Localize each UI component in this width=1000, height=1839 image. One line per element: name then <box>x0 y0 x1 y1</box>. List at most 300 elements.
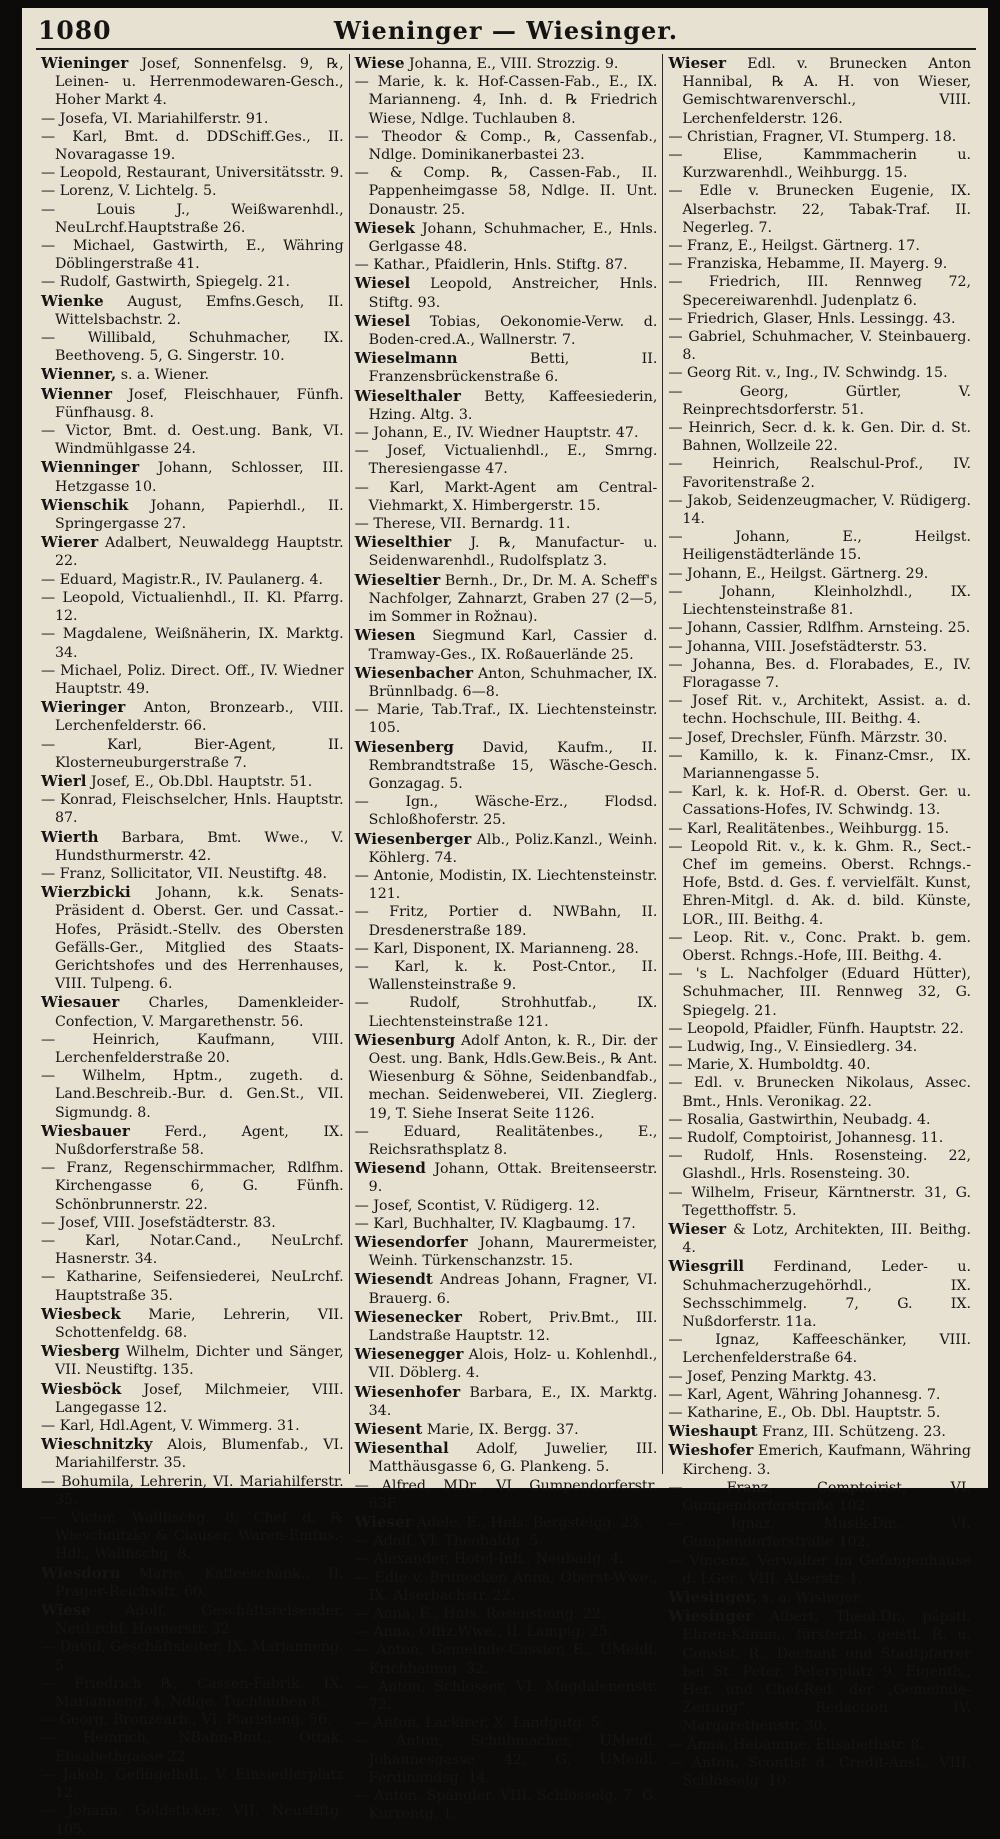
entry-text: Bernh., Dr., Dr. M. A. Scheff's Nachfolger, Zahnarzt, Graben 27 (2—5, im Sommer in Rožnau). <box>368 572 658 626</box>
entry-text: — Johann, E., Heilgst. Gärtnerg. 29. <box>668 565 929 582</box>
running-title: Wieninger — Wiesinger. <box>333 16 679 45</box>
directory-entry <box>355 1270 658 1307</box>
entry-text: Edl. v. Brunecken Anton Hannibal, ℞ A. H. von Wieser, Gemischtwarenverschl., VIII. Lerchenfelderstr. 126. <box>682 56 972 127</box>
directory-entry <box>41 237 344 273</box>
entry-surname: Wieninger <box>41 54 129 72</box>
directory-entry <box>668 1111 971 1129</box>
directory-entry <box>41 273 344 291</box>
entry-text: — Alexander, Hotel-Inh., Neubadg. 4. <box>354 1551 624 1568</box>
entry-surname: Wierzbicki <box>41 883 131 902</box>
directory-entry <box>41 128 344 164</box>
directory-entry <box>41 1232 344 1268</box>
directory-entry <box>668 273 971 309</box>
entry-text: Adalbert, Neuwaldegg Hauptstr. 22. <box>55 535 344 570</box>
entry-text: — Karl, Hdl.Agent, V. Wimmerg. 31. <box>41 1418 300 1435</box>
directory-entry <box>41 589 344 625</box>
directory-entry <box>41 736 344 772</box>
directory-entry <box>355 903 658 939</box>
entry-text: — Heinrich, Kaufmann, VIII. Lerchenfelderstraße 20. <box>41 1031 344 1066</box>
entry-surname: Wiesenhofer <box>354 1382 461 1401</box>
directory-entry <box>668 237 971 255</box>
directory-entry <box>41 533 344 570</box>
entry-surname: Wiesend <box>354 1159 426 1178</box>
entry-text: — Michael, Poliz. Direct. Off., IV. Wiedner Hauptstr. 49. <box>41 662 344 697</box>
entry-surname: Wieser <box>668 54 727 72</box>
directory-entry <box>355 867 658 903</box>
entry-surname: Wiesenegger <box>354 1345 464 1364</box>
entry-text: — Josef, Victualienhdl., E., Smrng. Theresiengasse 47. <box>354 443 658 478</box>
entry-surname: Wiesenburg <box>354 1030 456 1049</box>
directory-entry <box>668 419 971 455</box>
directory-entry <box>355 1215 658 1233</box>
entry-surname: Wieseltier <box>354 570 441 589</box>
directory-entry <box>355 1513 658 1532</box>
directory-entry <box>355 1623 658 1641</box>
entry-text: — Marie, Tab.Traf., IX. Liechtensteinstr. 105. <box>354 702 658 737</box>
entry-text: — Leopold, Pfaidler, Fünfh. Hauptstr. 22. <box>668 1020 964 1037</box>
entry-text: — Kathar., Pfaidlerin, Hnls. Stiftg. 87. <box>354 257 628 274</box>
entry-text: — Rudolf, Comptoirist, Johannesg. 11. <box>668 1129 944 1146</box>
entry-surname: Wienner, <box>41 365 117 384</box>
directory-entry <box>668 1129 971 1147</box>
directory-entry <box>668 1147 971 1183</box>
entry-surname: Wiesdorn <box>41 1563 121 1582</box>
directory-entry <box>41 1067 344 1122</box>
entry-text: — Edl. v. Brunecken Nikolaus, Assec. Bmt., Hnls. Veronikag. 22. <box>668 1075 972 1110</box>
entry-text: — Franz, Comptoirist, VI. Gumpendorferstraße 102. <box>668 1479 972 1515</box>
entry-text: — Josefa, VI. Mariahilferstr. 91. <box>41 110 269 127</box>
entry-text: — Josef, Penzing Marktg. 43. <box>668 1368 877 1385</box>
entry-surname: Wiesenberg <box>354 737 454 756</box>
entry-text: Adele, E., Hnls. Bergsteigg. 23. <box>416 1515 644 1532</box>
entry-text: — Karl, Markt-Agent am Central-Viehmarkt, X. Himbergerstr. 15. <box>354 479 658 514</box>
entry-text: — Josef, Scontist, V. Rüdigerg. 12. <box>354 1197 600 1214</box>
directory-entry <box>41 365 344 384</box>
entry-text: — Johann, Kleinholzhdl., IX. Liechtensteinstraße 81. <box>668 583 972 619</box>
directory-entry <box>355 128 658 164</box>
column-2 <box>349 54 663 1823</box>
entry-text: Siegmund Karl, Cassier d. Tramway-Ges., IX. Roßauerlände 25. <box>368 628 658 663</box>
directory-entry <box>668 1056 971 1074</box>
directory-entry <box>41 993 344 1030</box>
entry-text: — Konrad, Fleischselcher, Hnls. Hauptstr. 87. <box>41 792 344 827</box>
entry-surname: Wiesel <box>354 274 411 293</box>
entry-surname: Wiesbauer <box>41 1121 130 1140</box>
directory-entry <box>668 1038 971 1056</box>
entry-text: — Rudolf, Strohhutfab., IX. Liechtensteinstraße 121. <box>354 995 658 1030</box>
entry-text: — Jakob, Seidenzeugmacher, V. Rüdigerg. 14. <box>668 492 972 528</box>
directory-entry <box>41 1342 344 1379</box>
entry-surname: Wiesendt <box>354 1270 433 1289</box>
entry-text: Ferd., Agent, IX. Nußdorferstraße 58. <box>55 1123 344 1158</box>
entry-text: — Marie, X. Humboldtg. 40. <box>668 1057 871 1074</box>
directory-entry <box>668 1479 971 1515</box>
entry-text: Adolf, Geschäftsreisender, NeuLrchf. Hasnerstr. 32. <box>55 1603 344 1638</box>
directory-entry <box>355 701 658 737</box>
entry-text: — & Comp. ℞, Cassen-Fab., II. Pappenheimgasse 58, Ndlge. II. Unt. Donaustr. 25. <box>354 165 658 218</box>
entry-text: Barbara, E., IX. Marktg. 34. <box>368 1384 658 1419</box>
directory-entry <box>41 865 344 883</box>
entry-text: Josef, E., Ob.Dbl. Hauptstr. 51. <box>90 773 313 790</box>
directory-entry <box>668 128 971 146</box>
directory-entry <box>355 830 658 867</box>
directory-entry <box>41 1711 344 1729</box>
directory-entry <box>668 729 971 747</box>
directory-entry <box>668 1754 971 1790</box>
entry-text: — Josef, Drechsler, Fünfh. Märzstr. 30. <box>668 729 948 746</box>
directory-entry <box>41 662 344 698</box>
directory-entry <box>41 1268 344 1304</box>
entry-text: — Franz, Regenschirmmacher, Rdlfhm. Kirchengasse 6, G. Fünfh. Schönbrunnerstr. 22. <box>41 1160 344 1213</box>
directory-entry <box>668 182 971 237</box>
entry-surname: Wiese <box>41 1601 91 1620</box>
entry-text: — Heinrich, NBahn-Bmt., Ottak. Elisabethgasse 22. <box>41 1730 344 1765</box>
entry-text: & Lotz, Architekten, III. Beithg. 4. <box>682 1222 972 1257</box>
entry-surname: Wiesenthal <box>354 1439 449 1458</box>
entry-text: — Lorenz, V. Lichtelg. 5. <box>41 183 217 200</box>
directory-entry <box>41 1473 344 1509</box>
entry-text: — Michael, Gastwirth, E., Währing Döblingerstraße 41. <box>41 238 344 273</box>
directory-entry <box>41 385 344 422</box>
directory-entry <box>41 329 344 365</box>
directory-entry <box>355 1308 658 1345</box>
entry-text: — Katharine, E., Ob. Dbl. Hauptstr. 5. <box>668 1405 941 1422</box>
directory-entry <box>668 583 971 619</box>
entry-text: — Franz, Sollicitator, VII. Neustiftg. 48. <box>41 865 327 882</box>
entry-text: — Willibald, Schuhmacher, IX. Beethoveng. 5, G. Singerstr. 10. <box>41 330 344 365</box>
entry-surname: Wiesinger <box>668 1607 754 1626</box>
entry-text: — Heinrich, Realschul-Prof., IV. Favoritenstraße 2. <box>668 456 972 491</box>
directory-entry <box>41 54 344 110</box>
entry-text: Leopold, Anstreicher, Hnls. Stiftg. 93. <box>368 276 658 311</box>
directory-entry <box>41 1509 344 1564</box>
directory-entry <box>668 1257 971 1331</box>
entry-surname: Wiesenecker <box>354 1307 462 1326</box>
directory-entry <box>355 626 658 663</box>
entry-text: Robert, Priv.Bmt., III. Landstraße Hauptstr. 12. <box>368 1309 658 1345</box>
directory-entry <box>41 292 344 329</box>
column-1 <box>36 54 349 1838</box>
entry-text: Johann, k.k. Senats-Präsident d. Oberst. Ger. und Cassat.-Hofes, Präsidt.-Stellv. des Obersten Gefälls-Ger., Mitglied des Staats-Gerichtshofes und des Herrenhauses, VIII. Tulpeng. 6. <box>55 885 344 993</box>
directory-entry <box>668 929 971 965</box>
entry-text: — Edle v. Brunecken Anna, Oberst-Wwe., IX. Alserbachstr. 22. <box>354 1569 658 1604</box>
directory-entry <box>41 458 344 495</box>
directory-entry <box>668 1736 971 1754</box>
entry-text: — David, Geschäftsleiter, IX. Marianneng. 5. <box>41 1639 344 1674</box>
entry-surname: Wieser <box>668 1220 727 1238</box>
directory-entry <box>355 1031 658 1123</box>
entry-text: — Georg Rit. v., Ing., IV. Schwindg. 15. <box>668 365 948 382</box>
entry-text: — Theodor & Comp., ℞, Cassenfab., Ndlge. Dominikanerbastei 23. <box>354 128 658 164</box>
entry-surname: Wiesberg <box>41 1342 120 1361</box>
entry-text: — Vincenz, Verwalter im Gefangenhause d. LGer., VIII. Alserstr. 1. <box>668 1552 972 1587</box>
entry-text: Josef, Fleischhauer, Fünfh. Fünfhausg. 8. <box>55 386 344 421</box>
entry-text: — Adolf, VI. Theobaldg. 5. <box>354 1533 543 1550</box>
entry-text: Josef, Sonnenfelsg. 9, ℞, Leinen- u. Herrenmodewaren-Gesch., Hoher Markt 4. <box>55 56 344 109</box>
directory-entry <box>41 164 344 182</box>
directory-entry <box>355 387 658 424</box>
directory-entry <box>355 479 658 515</box>
entry-text: Marie, IX. Bergg. 37. <box>426 1422 579 1439</box>
directory-entry <box>355 1569 658 1605</box>
entry-text: — Leopold, Victualienhdl., II. Kl. Pfarrg. 12. <box>41 589 344 625</box>
entry-text: — Rudolf, Gastwirth, Spiegelg. 21. <box>41 274 290 291</box>
directory-entry <box>355 1787 658 1823</box>
entry-text: Franz, III. Schützeng. 23. <box>762 1424 946 1441</box>
directory-entry <box>668 783 971 819</box>
directory-entry <box>355 442 658 478</box>
directory-columns <box>36 54 976 1838</box>
entry-text: Adolf Anton, k. R., Dir. der Oest. ung. Bank, Hdls.Gew.Beis., ℞ Ant. Wiesenburg & Söhne, Seidenbandfab., mechan. Seidenweberei, VII. Zieglerg. 19, T. Siehe Inserat Seite 1126. <box>368 1032 658 1122</box>
entry-surname: Wiesbeck <box>41 1304 121 1323</box>
directory-entry <box>668 1074 971 1110</box>
directory-entry <box>668 1515 971 1551</box>
directory-entry <box>41 422 344 458</box>
directory-entry <box>668 1422 971 1441</box>
entry-text: — Ign., Wäsche-Erz., Flodsd. Schloßhoferstr. 25. <box>354 794 658 829</box>
directory-entry <box>355 1605 658 1623</box>
entry-text: Ferdinand, Leder- u. Schuhmacherzugehörhdl., IX. Sechsschimmelg. 7, G. IX. Nußdorferstr. 11a. <box>682 1259 972 1331</box>
directory-entry <box>355 1383 658 1420</box>
entry-surname: Wienner <box>41 384 113 403</box>
directory-entry <box>668 1404 971 1422</box>
entry-text: Betti, II. Franzensbrückenstraße 6. <box>368 351 658 386</box>
entry-text: Anton, Schuhmacher, IX. Brünnlbadg. 6—8. <box>368 665 658 700</box>
entry-text: — Johann, Goldsticker, VII. Neustiftg. 105. <box>41 1803 344 1838</box>
entry-text: — Karl, Bier-Agent, II. Klosterneuburgerstraße 7. <box>41 736 344 771</box>
directory-entry <box>355 1477 658 1513</box>
entry-text: — Friedrich, Glaser, Hnls. Lessingg. 43. <box>668 310 956 327</box>
directory-entry <box>668 692 971 728</box>
entry-text: — Magdalene, Weißnäherin, IX. Marktg. 34. <box>41 626 344 661</box>
directory-entry <box>355 73 658 128</box>
entry-text: Marie, Lehrerin, VII. Schottenfeldg. 68. <box>55 1306 344 1342</box>
directory-entry <box>668 383 971 419</box>
entry-text: — Eduard, Realitätenbes., E., Reichsrathsplatz 8. <box>354 1123 658 1158</box>
entry-text: — Wilhelm, Friseur, Kärntnerstr. 31, G. Tegetthoffstr. 5. <box>668 1184 972 1219</box>
directory-entry <box>355 940 658 958</box>
directory-entry <box>668 310 971 328</box>
entry-text: — Karl, k. k. Post-Cntor., II. Wallensteinstraße 9. <box>354 958 658 994</box>
directory-entry <box>355 1641 658 1677</box>
entry-text: Marie, Kaffeeschänk., II. Prager-Reichsstr. 60. <box>55 1565 344 1600</box>
directory-entry <box>41 1766 344 1802</box>
entry-text: — 's L. Nachfolger (Eduard Hütter), Schuhmacher, III. Rennweg 32, G. Spiegelg. 21. <box>668 966 972 1019</box>
entry-surname: Wiesinger, <box>668 1588 758 1607</box>
entry-text: — Anton, Scontist d. Credit-Anst., VIII. Schlösselg. 10. <box>668 1754 972 1790</box>
entry-text: Emerich, Kaufmann, Währing Kircheng. 3. <box>682 1443 972 1478</box>
entry-text: — Bohumila, Lehrerin, VI. Mariahilferstr. 35. <box>41 1473 344 1508</box>
entry-text: — Anton, Schlosser, VI. Magdalenenstr. 72. <box>354 1678 658 1714</box>
entry-text: — Josef Rit. v., Architekt, Assist. a. d. techn. Hochschule, III. Beithg. 4. <box>668 693 972 728</box>
entry-text: — Johanna, VIII. Josefstädterstr. 53. <box>668 638 928 655</box>
directory-entry <box>355 958 658 994</box>
entry-text: — Karl, Notar.Cand., NeuLrchf. Hasnerstr. 34. <box>41 1233 344 1268</box>
entry-text: Johann, Ottak. Breitenseerstr. 9. <box>368 1161 658 1196</box>
entry-text: Betty, Kaffeesiederin, Hzing. Altg. 3. <box>368 388 658 423</box>
directory-entry <box>41 1417 344 1435</box>
page-header <box>36 14 976 50</box>
directory-entry <box>355 571 658 627</box>
entry-text: — Karl, Realitätenbes., Weihburgg. 15. <box>668 820 949 837</box>
entry-text: — Anna, Hebamme, Elisabethstr. 8. <box>668 1736 924 1753</box>
entry-text: Charles, Damenkleider-Confection, V. Margarethenstr. 56. <box>55 995 344 1030</box>
entry-text: — Ignaz, Musik-Dir., VI. Gumpendorferstraße 102. <box>668 1516 972 1551</box>
directory-entry <box>668 1368 971 1386</box>
directory-entry <box>41 1031 344 1067</box>
directory-entry <box>41 791 344 827</box>
entry-text: — Eduard, Magistr.R., IV. Paulanerg. 4. <box>41 571 323 588</box>
directory-entry <box>41 698 344 735</box>
entry-text: — Kamillo, k. k. Finanz-Cmsr., IX. Mariannengasse 5. <box>668 747 972 782</box>
entry-text: Wilhelm, Dichter und Sänger, VII. Neustiftg. 135. <box>55 1344 344 1379</box>
entry-text: — Georg, Bronzearb., VI. Piaristeng. 56. <box>41 1712 332 1729</box>
directory-entry <box>355 1197 658 1215</box>
entry-surname: Wiesauer <box>41 993 120 1012</box>
entry-surname: Wieschnitzky <box>41 1435 153 1454</box>
entry-text: — Antonie, Modistin, IX. Liechtensteinstr. 121. <box>354 867 658 903</box>
directory-entry <box>355 1345 658 1382</box>
directory-entry <box>355 1420 658 1439</box>
entry-text: — Josef, VIII. Josefstädterstr. 83. <box>41 1214 276 1231</box>
directory-entry <box>41 1380 344 1417</box>
directory-entry <box>668 619 971 637</box>
entry-text: — Rosalia, Gastwirthin, Neubadg. 4. <box>668 1111 931 1128</box>
directory-entry <box>668 1386 971 1404</box>
directory-entry <box>668 1607 971 1735</box>
directory-entry <box>355 274 658 311</box>
directory-entry <box>355 1233 658 1270</box>
directory-entry <box>668 455 971 491</box>
directory-entry <box>668 146 971 182</box>
entry-text: — Leopold Rit. v., k. k. Ghm. R., Sect.-Chef im gemeins. Oberst. Rchngs.-Hofe, Bstd. d. Ges. f. vervielfält. Kunst, Ehren-Mitgl. d. Ak. d. bild. Künste, LOR., III. Beithg. 4. <box>668 838 972 928</box>
directory-entry <box>41 496 344 533</box>
directory-entry <box>41 1638 344 1674</box>
entry-text: — Karl, Disponent, IX. Marianneng. 28. <box>354 940 639 957</box>
directory-entry <box>668 1220 971 1257</box>
directory-entry <box>668 965 971 1020</box>
entry-text: — Anton, Schuhmacher, UMeidl. Johannesgasse 42, G. UMeidl. Ferdinandsg. 14. <box>354 1733 658 1786</box>
directory-entry <box>355 164 658 219</box>
directory-entry <box>41 201 344 237</box>
directory-entry <box>41 1122 344 1159</box>
directory-entry <box>355 312 658 349</box>
directory-entry <box>668 255 971 273</box>
entry-text: — Friedrich, III. Rennweg 72, Specereiwarenhdl. Judenplatz 6. <box>668 274 972 309</box>
directory-entry <box>355 1714 658 1732</box>
entry-text: Johann, Schuhmacher, E., Hnls. Gerlgasse 48. <box>368 220 658 256</box>
directory-entry <box>668 747 971 783</box>
entry-text: Adolf, Juwelier, III. Matthäusgasse 6, G. Plankeng. 5. <box>368 1441 658 1476</box>
directory-entry <box>668 328 971 364</box>
entry-text: Albert, Theol.Dr., päpstl. Ehren-Kämm., fürsterzb. geistl. R. u. Consist. R., Dechant und Stadtpfarrer bei St. Peter, Petersplatz 9, Eigenth., Her. und Chef-Red. der „Gemeinde-Zeitung“, Redaction IV. Margarethenstr. 30. <box>682 1609 972 1735</box>
directory-entry <box>355 994 658 1030</box>
entry-surname: Wiesendorfer <box>354 1233 468 1251</box>
directory-entry <box>355 1159 658 1196</box>
directory-entry <box>355 1123 658 1159</box>
entry-text: — Therese, VII. Bernardg. 11. <box>354 516 571 533</box>
entry-text: August, Emfns.Gesch, II. Wittelsbachstr. 2. <box>55 293 344 328</box>
directory-entry <box>355 256 658 274</box>
entry-text: — Christian, Fragner, VI. Stumperg. 18. <box>668 128 957 145</box>
entry-text: — Franziska, Hebamme, II. Mayerg. 9. <box>668 256 948 273</box>
entry-surname: Wiesel <box>354 311 411 330</box>
entry-text: Barbara, Bmt. Wwe., V. Hundsthurmerstr. 42. <box>55 829 344 864</box>
directory-entry <box>355 533 658 570</box>
entry-text: — Marie, k. k. Hof-Cassen-Fab., E., IX. Marianneng. 4, Inh. d. ℞ Friedrich Wiese, Ndlge. Tuchlauben 8. <box>354 74 658 127</box>
entry-text: — Heinrich, Secr. d. k. k. Gen. Dir. d. St. Bahnen, Wollzeile 22. <box>668 420 972 455</box>
directory-entry <box>355 738 658 794</box>
directory-entry <box>41 1564 344 1601</box>
directory-entry <box>355 219 658 256</box>
directory-entry <box>668 528 971 564</box>
directory-entry <box>355 664 658 701</box>
entry-surname: Wiesek <box>354 218 415 237</box>
directory-entry <box>355 1439 658 1476</box>
directory-page <box>22 8 988 1838</box>
entry-text: — Anna, E., Hnls. Rosensteing. 22. <box>354 1606 606 1623</box>
entry-text: — Alfred, MDr., VI. Gumpendorferstr. 63F. <box>354 1477 658 1512</box>
directory-entry <box>41 110 344 128</box>
entry-surname: Wienschik <box>41 495 129 514</box>
entry-text: Alb., Poliz.Kanzl., Weinh. Köhlerg. 74. <box>368 831 658 866</box>
directory-entry <box>668 364 971 382</box>
entry-surname: Wiesböck <box>41 1379 122 1398</box>
entry-text: — Johann, E., Heilgst. Heiligenstädterlände 15. <box>668 529 972 564</box>
entry-text: — Gabriel, Schuhmacher, V. Steinbauerg. 8. <box>668 329 972 364</box>
entry-text: — Karl, Agent, Währing Johannesg. 7. <box>668 1386 941 1403</box>
entry-text: — Johanna, Bes. d. Florabades, E., IV. Floragasse 7. <box>668 656 972 691</box>
directory-entry <box>668 1020 971 1038</box>
entry-text: s. a. Wisinger. <box>761 1590 863 1607</box>
directory-entry <box>41 883 344 993</box>
directory-entry <box>41 828 344 865</box>
directory-entry <box>355 515 658 533</box>
entry-surname: Wieselmann <box>354 349 458 368</box>
entry-text: — Johann, Cassier, Rdlfhm. Arnsteing. 25. <box>668 620 971 637</box>
directory-entry <box>668 1331 971 1367</box>
directory-entry <box>355 1532 658 1550</box>
directory-entry <box>668 54 971 128</box>
entry-surname: Wienninger <box>41 458 140 477</box>
directory-entry <box>668 1552 971 1588</box>
entry-text: — Georg, Gürtler, V. Reinprechtsdorferstr. 51. <box>668 383 972 418</box>
directory-entry <box>41 1435 344 1472</box>
directory-entry <box>355 424 658 442</box>
directory-entry <box>41 182 344 200</box>
directory-entry <box>41 1305 344 1342</box>
directory-entry <box>41 571 344 589</box>
entry-surname: Wiese <box>354 54 405 72</box>
directory-entry <box>668 1184 971 1220</box>
entry-surname: Wiesenbacher <box>354 663 474 682</box>
entry-text: Tobias, Oekonomie-Verw. d. Boden-cred.A., Wallnerstr. 7. <box>368 313 658 349</box>
entry-surname: Wieselthaler <box>354 386 461 405</box>
entry-text: Andreas Johann, Fragner, VI. Brauerg. 6. <box>368 1272 658 1307</box>
entry-surname: Wierth <box>41 827 99 846</box>
entry-surname: Wierl <box>41 771 87 790</box>
entry-surname: Wiesgrill <box>668 1257 745 1276</box>
entry-text: — Katharine, Seifensiederei, NeuLrchf. Hauptstraße 35. <box>41 1269 344 1304</box>
directory-entry <box>41 1214 344 1232</box>
directory-entry <box>41 1159 344 1214</box>
entry-text: Johann, Schlosser, III. Hetzgasse 10. <box>55 460 344 495</box>
entry-text: David, Kaufm., II. Rembrandtstraße 15, Wäsche-Gesch. Gonzagag. 5. <box>368 739 658 792</box>
entry-text: — Fritz, Portier d. NWBahn, II. Dresdenerstraße 189. <box>354 904 658 939</box>
directory-entry <box>41 1729 344 1765</box>
entry-text: — Karl, Bmt. d. DDSchiff.Ges., II. Novaragasse 19. <box>41 128 344 164</box>
entry-surname: Wiesent <box>354 1420 423 1439</box>
